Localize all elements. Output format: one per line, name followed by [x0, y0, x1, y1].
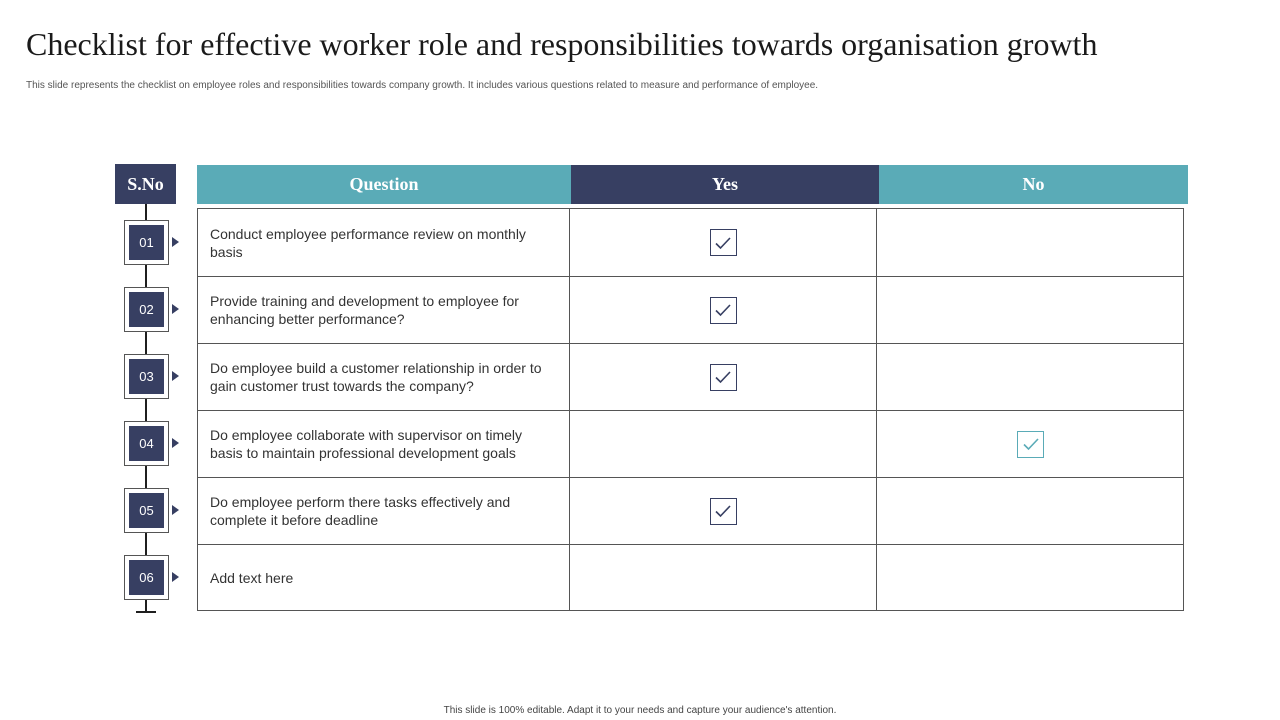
- table-row: [197, 544, 1184, 611]
- serial-number-box: [124, 555, 169, 600]
- checkbox-checked-icon[interactable]: [710, 297, 737, 324]
- header-sno: S.No: [115, 164, 176, 204]
- table-row: [197, 276, 1184, 343]
- serial-number: 02: [129, 292, 164, 327]
- question-cell: Provide training and development to employee for enhancing better performance?: [197, 277, 570, 343]
- serial-number: 04: [129, 426, 164, 461]
- serial-number: 03: [129, 359, 164, 394]
- header-no: No: [879, 165, 1188, 204]
- yes-cell: [570, 478, 877, 544]
- serial-number-box: [124, 421, 169, 466]
- checkbox-checked-icon[interactable]: [710, 498, 737, 525]
- serial-number: 01: [129, 225, 164, 260]
- yes-cell: [570, 277, 877, 343]
- serial-number: 06: [129, 560, 164, 595]
- table-row: [197, 477, 1184, 544]
- no-cell: [877, 545, 1184, 611]
- yes-cell: [570, 411, 877, 477]
- yes-cell: [570, 209, 877, 276]
- question-cell: Do employee collaborate with supervisor on timely basis to maintain professional development goals: [197, 411, 570, 477]
- triangle-right-icon: [172, 304, 179, 314]
- checkbox-checked-icon[interactable]: [710, 229, 737, 256]
- table-row: [197, 343, 1184, 410]
- serial-number-box: [124, 354, 169, 399]
- question-cell: Conduct employee performance review on monthly basis: [197, 209, 570, 276]
- question-cell: Do employee build a customer relationship in order to gain customer trust towards the company?: [197, 344, 570, 410]
- slide-footer: This slide is 100% editable. Adapt it to your needs and capture your audience's attention.: [443, 705, 837, 716]
- no-cell: [877, 209, 1184, 276]
- checkbox-checked-icon[interactable]: [710, 364, 737, 391]
- triangle-right-icon: [172, 438, 179, 448]
- table-row: [197, 410, 1184, 477]
- serial-number-box: [124, 488, 169, 533]
- no-cell: [877, 344, 1184, 410]
- checkbox-checked-icon[interactable]: [1017, 431, 1044, 458]
- triangle-right-icon: [172, 572, 179, 582]
- yes-cell: [570, 344, 877, 410]
- no-cell: [877, 478, 1184, 544]
- question-cell: Add text here: [197, 545, 570, 611]
- no-cell: [877, 411, 1184, 477]
- slide-title: Checklist for effective worker role and responsibilities towards organisation growth: [26, 26, 1098, 62]
- serial-number-box: [124, 287, 169, 332]
- header-yes: Yes: [571, 165, 879, 204]
- triangle-right-icon: [172, 371, 179, 381]
- header-question: Question: [197, 165, 571, 204]
- slide-subtitle: This slide represents the checklist on employee roles and responsibilities towards company growth. It includes various questions related to measure and performance of employee.: [26, 80, 819, 91]
- serial-number: 05: [129, 493, 164, 528]
- timeline-foot: [136, 611, 156, 613]
- triangle-right-icon: [172, 505, 179, 515]
- yes-cell: [570, 545, 877, 611]
- table-row: [197, 209, 1184, 276]
- question-cell: Do employee perform there tasks effectively and complete it before deadline: [197, 478, 570, 544]
- serial-number-box: [124, 220, 169, 265]
- no-cell: [877, 277, 1184, 343]
- triangle-right-icon: [172, 237, 179, 247]
- timeline-line: [145, 204, 147, 612]
